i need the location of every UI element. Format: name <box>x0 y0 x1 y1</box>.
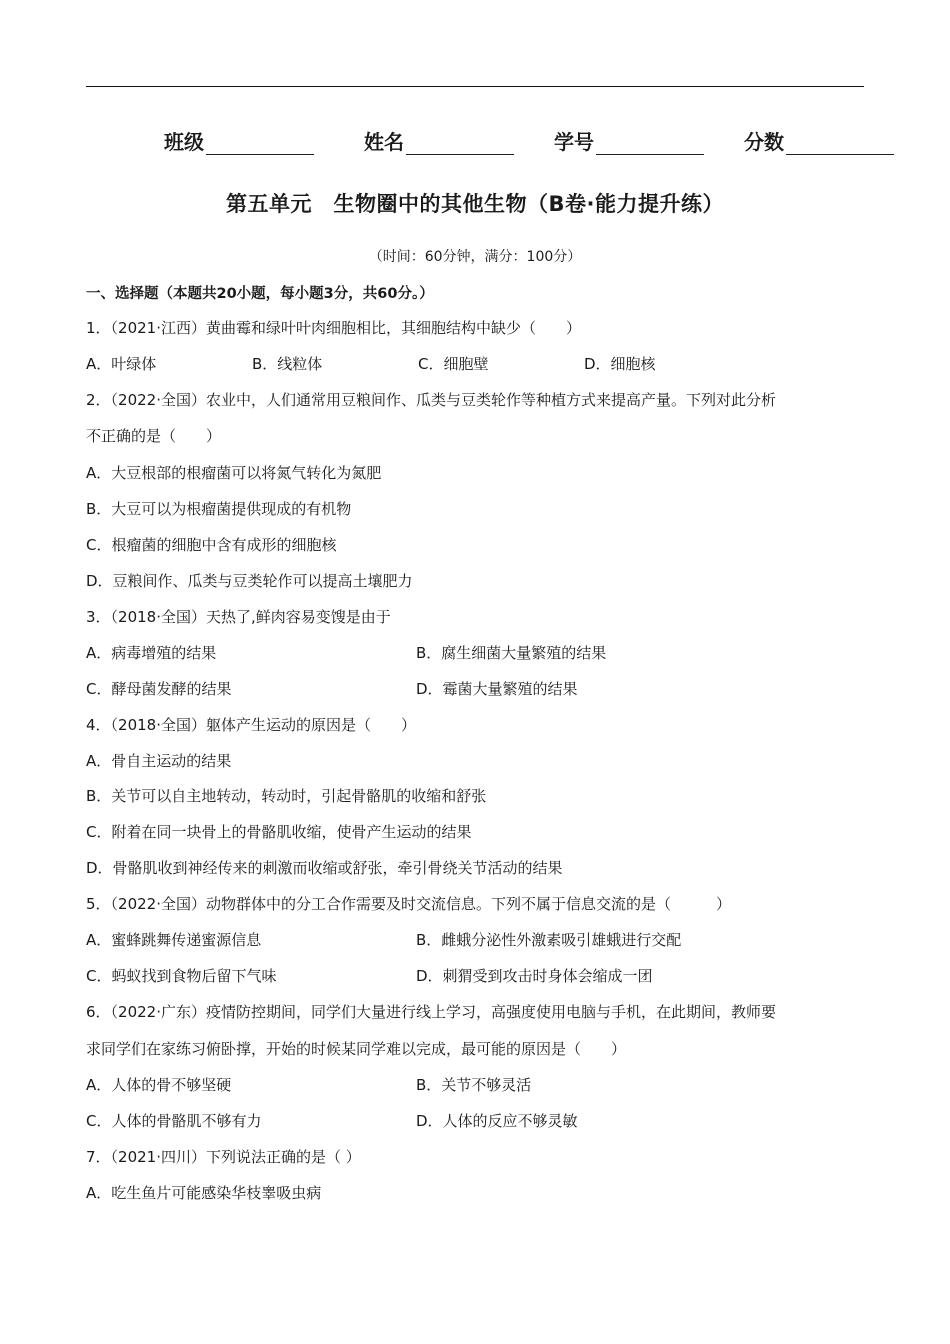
score-label: 分数 <box>744 130 784 154</box>
student-id-blank[interactable] <box>596 132 704 155</box>
question-5-stem: 5．（2022·全国）动物群体中的分工合作需要及时交流信息。下列不属于信息交流的是（ ） <box>86 895 731 913</box>
question-6-stem-line-2: 求同学们在家练习俯卧撑，开始的时候某同学难以完成，最可能的原因是（ ） <box>86 1040 627 1058</box>
score-field[interactable] <box>744 126 894 155</box>
question-1-option-a[interactable]: A．叶绿体 <box>86 355 157 373</box>
question-2-option-b[interactable]: B．大豆可以为根瘤菌提供现成的有机物 <box>86 500 352 518</box>
question-2-option-a[interactable]: A．大豆根部的根瘤菌可以将氮气转化为氮肥 <box>86 464 382 482</box>
question-1-option-c[interactable]: C．细胞壁 <box>418 355 489 373</box>
header-rule <box>86 86 864 87</box>
name-label: 姓名 <box>364 130 404 154</box>
question-5-option-c[interactable]: C．蚂蚁找到食物后留下气味 <box>86 967 277 985</box>
question-1-option-d[interactable]: D．细胞核 <box>584 355 656 373</box>
exam-time-info: （时间：60分钟，满分：100分） <box>368 249 582 265</box>
question-2-option-c[interactable]: C．根瘤菌的细胞中含有成形的细胞核 <box>86 536 337 554</box>
question-4-stem: 4．（2018·全国）躯体产生运动的原因是（ ） <box>86 716 416 734</box>
question-6-option-b[interactable]: B．关节不够灵活 <box>416 1076 532 1094</box>
question-1-option-b[interactable]: B．线粒体 <box>252 355 323 373</box>
class-blank[interactable] <box>206 132 314 155</box>
question-6-stem-line-1: 6．（2022·广东）疫情防控期间，同学们大量进行线上学习，高强度使用电脑与手机，在此期间，教师要 <box>86 1003 776 1021</box>
question-2-stem-line-1: 2．（2022·全国）农业中，人们通常用豆粮间作、瓜类与豆类轮作等种植方式来提高产量。下列对此分析 <box>86 391 776 409</box>
student-id-field[interactable] <box>554 126 704 155</box>
score-blank[interactable] <box>786 132 894 155</box>
question-5-option-b[interactable]: B．雌蛾分泌性外激素吸引雄蛾进行交配 <box>416 931 682 949</box>
name-field[interactable] <box>364 126 514 155</box>
name-blank[interactable] <box>406 132 514 155</box>
question-1-stem: 1．（2021·江西）黄曲霉和绿叶叶肉细胞相比，其细胞结构中缺少（ ） <box>86 319 581 337</box>
section-heading: 一、选择题（本题共20小题，每小题3分，共60分。） <box>86 286 434 302</box>
student-id-label: 学号 <box>554 130 594 154</box>
question-3-option-a[interactable]: A．病毒增殖的结果 <box>86 644 217 662</box>
question-2-stem-line-2: 不正确的是（ ） <box>86 427 222 445</box>
question-7-stem: 7．（2021·四川）下列说法正确的是（ ） <box>86 1148 361 1166</box>
question-4-option-c[interactable]: C．附着在同一块骨上的骨骼肌收缩，使骨产生运动的结果 <box>86 823 472 841</box>
page-title: 第五单元 生物圈中的其他生物（B卷·能力提升练） <box>226 192 724 216</box>
question-3-option-c[interactable]: C．酵母菌发酵的结果 <box>86 680 232 698</box>
question-4-option-b[interactable]: B．关节可以自主地转动，转动时，引起骨骼肌的收缩和舒张 <box>86 787 487 805</box>
question-2-option-d[interactable]: D．豆粮间作、瓜类与豆类轮作可以提高土壤肥力 <box>86 572 413 590</box>
class-label: 班级 <box>164 130 204 154</box>
class-field[interactable] <box>164 126 314 155</box>
question-3-stem: 3．（2018·全国）天热了,鲜肉容易变馊是由于 <box>86 608 391 626</box>
question-6-option-d[interactable]: D．人体的反应不够灵敏 <box>416 1112 578 1130</box>
question-6-option-c[interactable]: C．人体的骨骼肌不够有力 <box>86 1112 262 1130</box>
question-7-option-a[interactable]: A．吃生鱼片可能感染华枝睾吸虫病 <box>86 1184 322 1202</box>
question-5-option-a[interactable]: A．蜜蜂跳舞传递蜜源信息 <box>86 931 262 949</box>
question-3-option-b[interactable]: B．腐生细菌大量繁殖的结果 <box>416 644 607 662</box>
question-4-option-a[interactable]: A．骨自主运动的结果 <box>86 752 232 770</box>
question-3-option-d[interactable]: D．霉菌大量繁殖的结果 <box>416 680 578 698</box>
question-5-option-d[interactable]: D．刺猬受到攻击时身体会缩成一团 <box>416 967 653 985</box>
question-6-option-a[interactable]: A．人体的骨不够坚硬 <box>86 1076 232 1094</box>
student-info-row <box>0 126 950 156</box>
question-4-option-d[interactable]: D．骨骼肌收到神经传来的刺激而收缩或舒张，牵引骨绕关节活动的结果 <box>86 859 563 877</box>
